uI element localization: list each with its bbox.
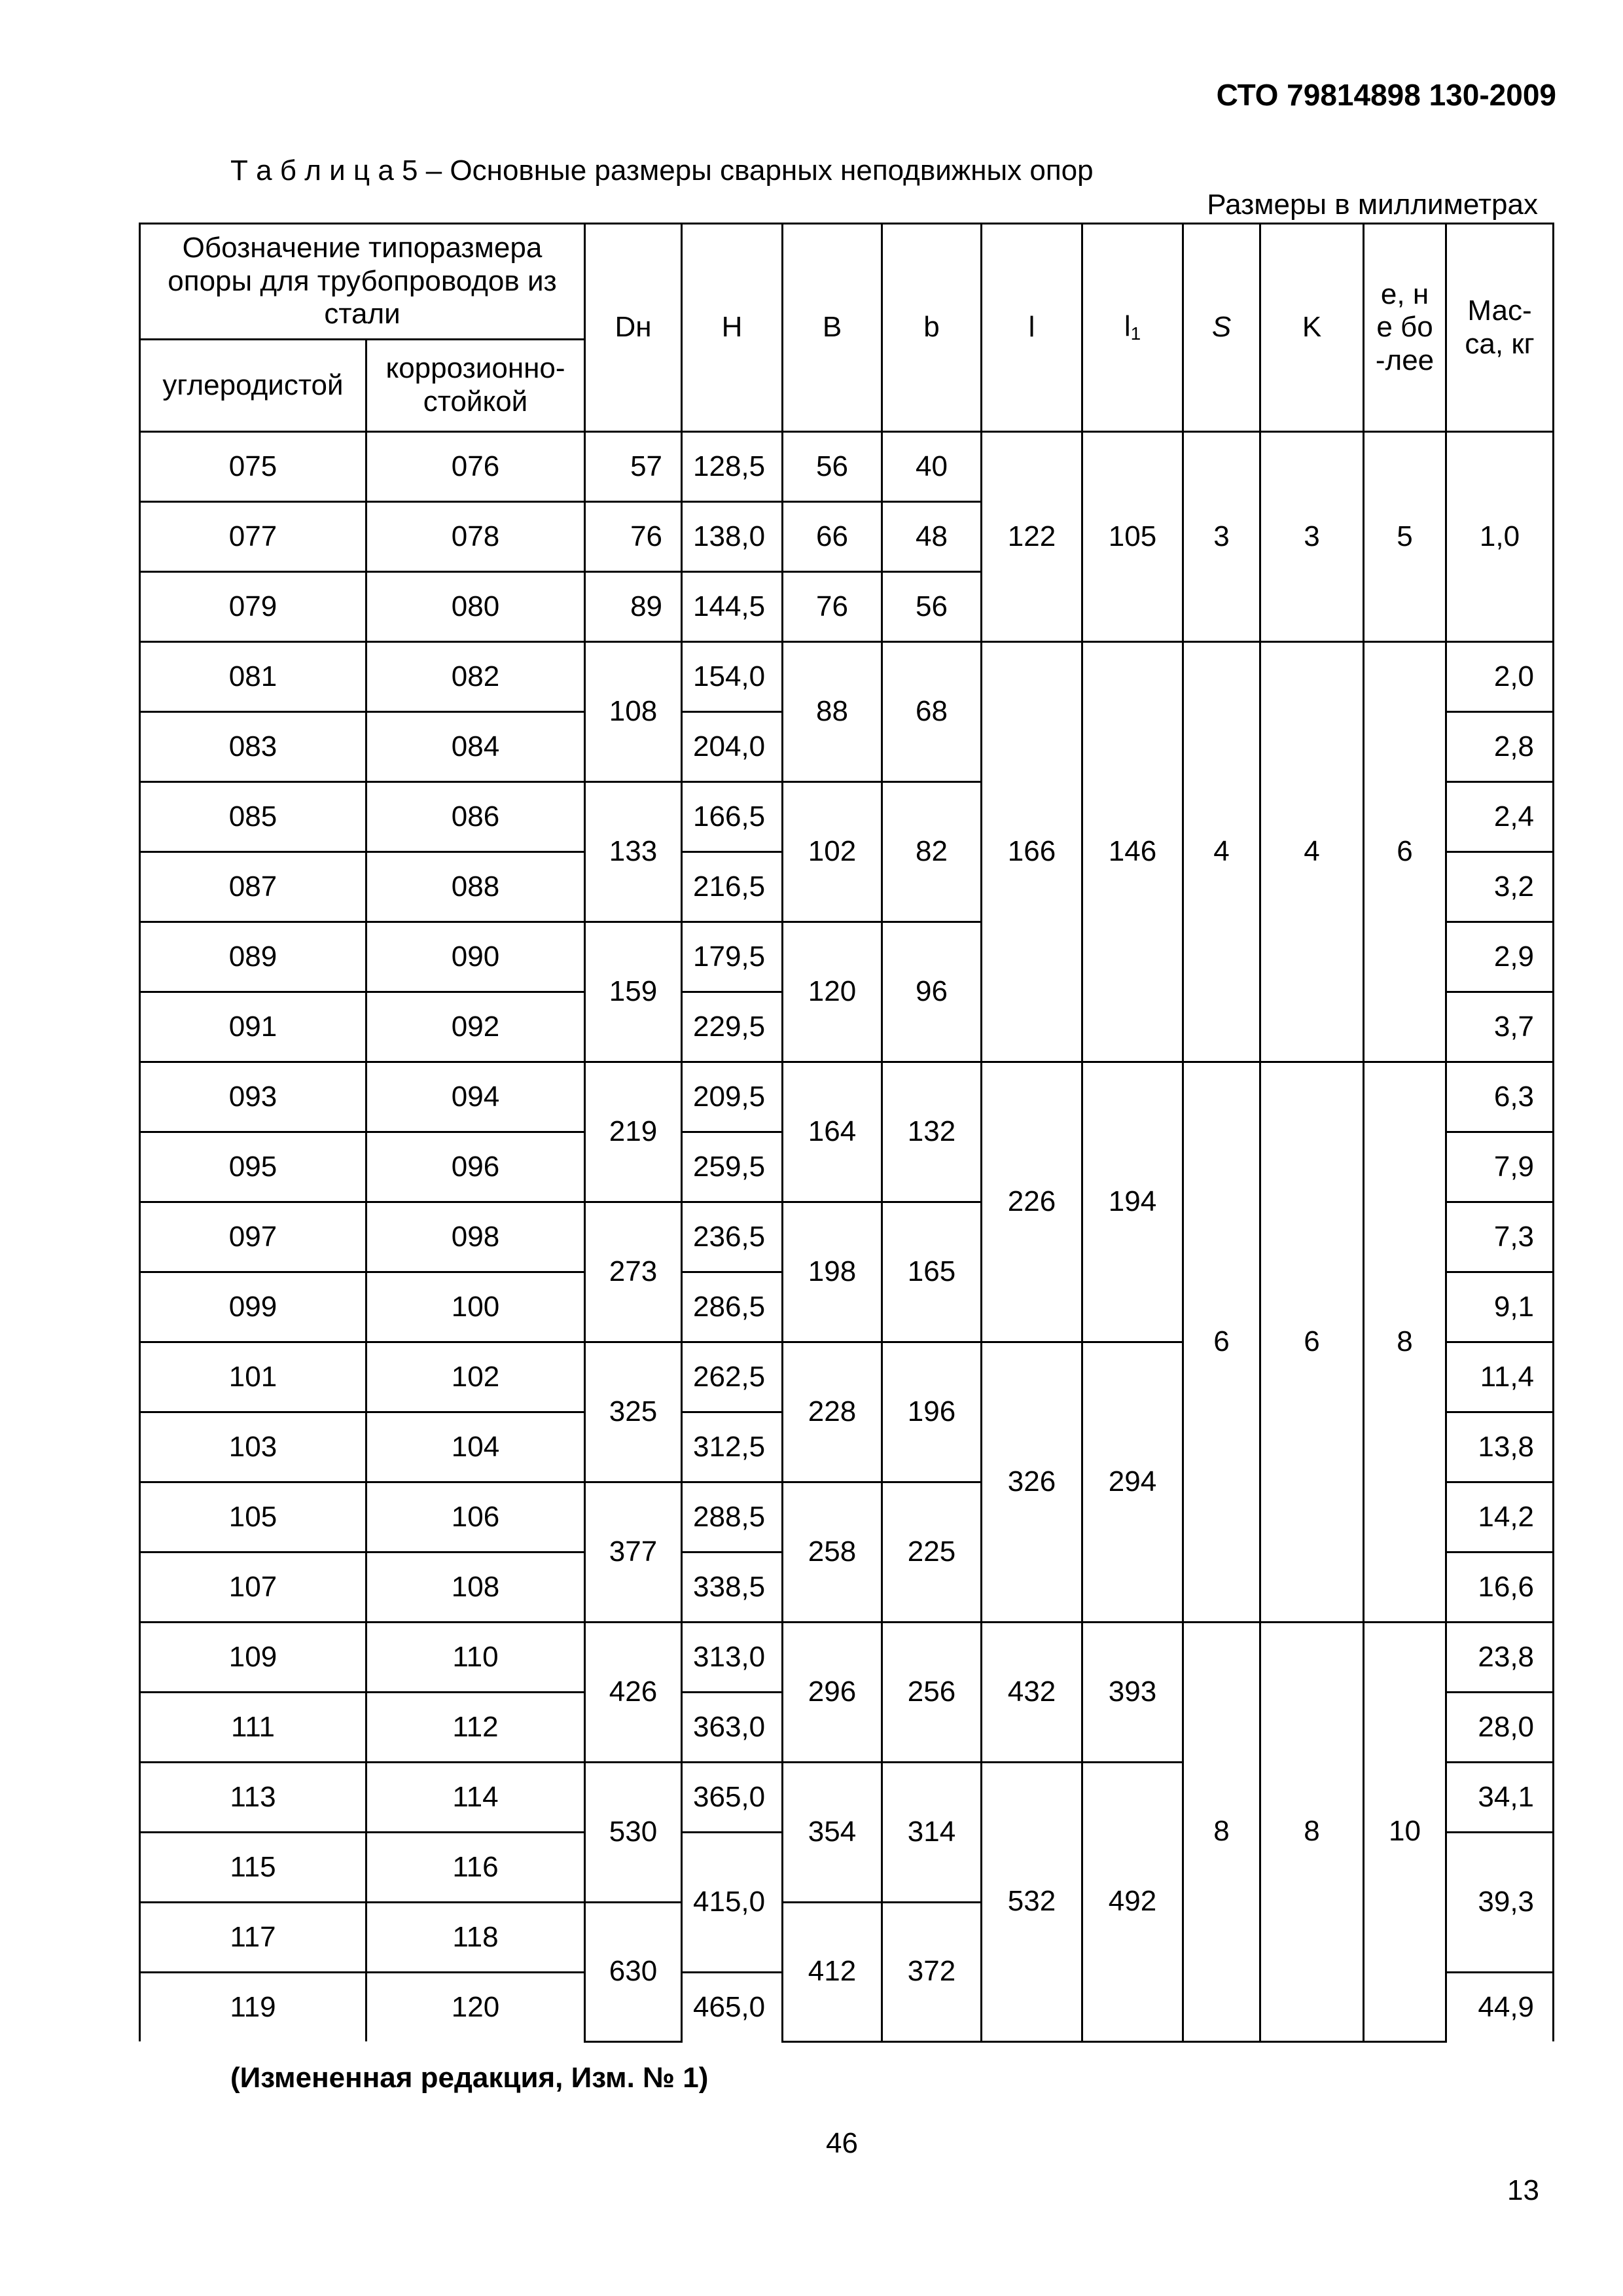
cell-h: 128,5 — [682, 432, 783, 502]
cell-mass: 3,2 — [1446, 852, 1554, 922]
cell-h: 262,5 — [682, 1342, 783, 1412]
cell-h: 144,5 — [682, 572, 783, 642]
cell-l-group: 532 — [982, 1763, 1082, 2042]
cell-mass: 7,3 — [1446, 1202, 1554, 1272]
cell-stainless: 112 — [366, 1693, 585, 1763]
cell-s-group: 8 — [1183, 1623, 1260, 2042]
cell-carbon: 081 — [140, 642, 366, 712]
cell-h: 338,5 — [682, 1552, 783, 1623]
cell-mass: 44,9 — [1446, 1973, 1554, 2042]
cell-mass: 7,9 — [1446, 1132, 1554, 1202]
header-e: е, не бо-лее — [1364, 224, 1446, 432]
cell-stainless: 080 — [366, 572, 585, 642]
cell-carbon: 119 — [140, 1973, 366, 2042]
cell-l-group: 432 — [982, 1623, 1082, 1763]
cell-stainless: 106 — [366, 1482, 585, 1552]
cell-h: 216,5 — [682, 852, 783, 922]
cell-dn: 530 — [585, 1763, 682, 1903]
header-b: b — [882, 224, 982, 432]
cell-l-group: 226 — [982, 1062, 1082, 1342]
cell-carbon: 113 — [140, 1763, 366, 1833]
cell-carbon: 105 — [140, 1482, 366, 1552]
table-row — [140, 642, 1554, 712]
cell-bb: 354 — [783, 1763, 882, 1903]
header-dn: Dн — [585, 224, 682, 432]
cell-h: 286,5 — [682, 1272, 783, 1342]
cell-h: 138,0 — [682, 502, 783, 572]
cell-stainless: 086 — [366, 782, 585, 852]
header-l: l — [982, 224, 1082, 432]
cell-k-group: 3 — [1260, 432, 1364, 642]
cell-h: 365,0 — [682, 1763, 783, 1833]
cell-b: 96 — [882, 922, 982, 1062]
cell-bb: 120 — [783, 922, 882, 1062]
cell-mass: 14,2 — [1446, 1482, 1554, 1552]
cell-carbon: 097 — [140, 1202, 366, 1272]
header-s: S — [1183, 224, 1260, 432]
table-units-note: Размеры в миллиметрах — [1207, 188, 1538, 221]
edit-note: (Измененная редакция, Изм. № 1) — [230, 2062, 709, 2094]
cell-l1-group: 105 — [1082, 432, 1183, 642]
header-designation: Обозначение типоразмера опоры для трубопроводов из стали — [140, 224, 585, 340]
cell-h: 154,0 — [682, 642, 783, 712]
cell-k-group: 6 — [1260, 1062, 1364, 1623]
cell-bb: 228 — [783, 1342, 882, 1482]
cell-stainless: 092 — [366, 992, 585, 1062]
cell-stainless: 110 — [366, 1623, 585, 1693]
header-mass: Мас-са, кг — [1446, 224, 1554, 432]
cell-bb: 258 — [783, 1482, 882, 1623]
cell-mass: 34,1 — [1446, 1763, 1554, 1833]
cell-l1-group: 393 — [1082, 1623, 1183, 1763]
cell-dn: 133 — [585, 782, 682, 922]
cell-carbon: 103 — [140, 1412, 366, 1482]
cell-e-group: 10 — [1364, 1623, 1446, 2042]
cell-mass: 28,0 — [1446, 1693, 1554, 1763]
cell-stainless: 094 — [366, 1062, 585, 1132]
cell-stainless: 102 — [366, 1342, 585, 1412]
cell-l1-group: 492 — [1082, 1763, 1183, 2042]
cell-k-group: 4 — [1260, 642, 1364, 1062]
cell-carbon: 095 — [140, 1132, 366, 1202]
cell-h: 236,5 — [682, 1202, 783, 1272]
cell-stainless: 096 — [366, 1132, 585, 1202]
table-title: Т а б л и ц а 5 – Основные размеры сварных неподвижных опор — [230, 154, 1094, 187]
cell-stainless: 078 — [366, 502, 585, 572]
cell-dn: 76 — [585, 502, 682, 572]
cell-bb: 296 — [783, 1623, 882, 1763]
header-l1 — [1082, 224, 1183, 432]
cell-dn: 377 — [585, 1482, 682, 1623]
cell-mass: 3,7 — [1446, 992, 1554, 1062]
cell-e-group: 5 — [1364, 432, 1446, 642]
cell-carbon: 109 — [140, 1623, 366, 1693]
header-h: H — [682, 224, 783, 432]
cell-bb: 56 — [783, 432, 882, 502]
cell-carbon: 079 — [140, 572, 366, 642]
cell-b: 165 — [882, 1202, 982, 1342]
cell-k-group: 8 — [1260, 1623, 1364, 2042]
cell-l1-group: 294 — [1082, 1342, 1183, 1623]
cell-h: 363,0 — [682, 1693, 783, 1763]
cell-h: 209,5 — [682, 1062, 783, 1132]
cell-mass: 6,3 — [1446, 1062, 1554, 1132]
cell-h: 229,5 — [682, 992, 783, 1062]
cell-carbon: 087 — [140, 852, 366, 922]
cell-e-group: 8 — [1364, 1062, 1446, 1623]
cell-mass: 2,8 — [1446, 712, 1554, 782]
cell-dn: 108 — [585, 642, 682, 782]
cell-b: 256 — [882, 1623, 982, 1763]
cell-stainless: 098 — [366, 1202, 585, 1272]
cell-bb: 102 — [783, 782, 882, 922]
cell-bb: 198 — [783, 1202, 882, 1342]
cell-b: 40 — [882, 432, 982, 502]
cell-bb: 164 — [783, 1062, 882, 1202]
cell-l-group: 326 — [982, 1342, 1082, 1623]
cell-b: 225 — [882, 1482, 982, 1623]
cell-stainless: 082 — [366, 642, 585, 712]
cell-stainless: 088 — [366, 852, 585, 922]
cell-carbon: 117 — [140, 1903, 366, 1973]
cell-s-group: 6 — [1183, 1062, 1260, 1623]
cell-b: 196 — [882, 1342, 982, 1482]
cell-carbon: 085 — [140, 782, 366, 852]
page-number-center: 46 — [826, 2127, 858, 2159]
cell-h: 179,5 — [682, 922, 783, 992]
cell-mass: 13,8 — [1446, 1412, 1554, 1482]
cell-b: 314 — [882, 1763, 982, 1903]
cell-stainless: 090 — [366, 922, 585, 992]
cell-h: 288,5 — [682, 1482, 783, 1552]
table-row — [140, 432, 1554, 502]
cell-stainless: 104 — [366, 1412, 585, 1482]
cell-b: 372 — [882, 1903, 982, 2042]
dimensions-table — [139, 223, 1554, 2043]
table-row — [140, 1062, 1554, 1132]
cell-h-merged: 415,0 — [682, 1833, 783, 1973]
cell-carbon: 089 — [140, 922, 366, 992]
cell-h: 313,0 — [682, 1623, 783, 1693]
cell-carbon: 115 — [140, 1833, 366, 1903]
cell-mass: 9,1 — [1446, 1272, 1554, 1342]
cell-bb: 412 — [783, 1903, 882, 2042]
cell-bb: 88 — [783, 642, 882, 782]
cell-mass: 23,8 — [1446, 1623, 1554, 1693]
document-code: СТО 79814898 130-2009 — [1216, 78, 1556, 112]
cell-carbon: 101 — [140, 1342, 366, 1412]
cell-carbon: 083 — [140, 712, 366, 782]
cell-b: 56 — [882, 572, 982, 642]
cell-s-group: 3 — [1183, 432, 1260, 642]
header-l1-main: l — [1124, 310, 1131, 343]
cell-carbon: 099 — [140, 1272, 366, 1342]
cell-b: 68 — [882, 642, 982, 782]
header-stainless: коррозионно-стойкой — [366, 340, 585, 432]
page-number-right: 13 — [1507, 2174, 1539, 2206]
cell-bb: 76 — [783, 572, 882, 642]
table-row — [140, 1623, 1554, 1693]
cell-dn: 630 — [585, 1903, 682, 2042]
cell-bb: 66 — [783, 502, 882, 572]
header-bb: B — [783, 224, 882, 432]
cell-carbon: 111 — [140, 1693, 366, 1763]
cell-stainless: 084 — [366, 712, 585, 782]
cell-mass-merged: 39,3 — [1446, 1833, 1554, 1973]
cell-dn: 89 — [585, 572, 682, 642]
header-l1-subscript: 1 — [1130, 323, 1141, 344]
cell-b: 82 — [882, 782, 982, 922]
cell-h: 259,5 — [682, 1132, 783, 1202]
cell-stainless: 100 — [366, 1272, 585, 1342]
cell-h: 465,0 — [682, 1973, 783, 2042]
cell-dn: 426 — [585, 1623, 682, 1763]
cell-l-group: 122 — [982, 432, 1082, 642]
cell-stainless: 114 — [366, 1763, 585, 1833]
cell-carbon: 091 — [140, 992, 366, 1062]
cell-e-group: 6 — [1364, 642, 1446, 1062]
cell-l1-group: 194 — [1082, 1062, 1183, 1342]
header-k: K — [1260, 224, 1364, 432]
cell-s-group: 4 — [1183, 642, 1260, 1062]
cell-h: 312,5 — [682, 1412, 783, 1482]
cell-mass: 16,6 — [1446, 1552, 1554, 1623]
cell-b: 132 — [882, 1062, 982, 1202]
cell-mass: 2,4 — [1446, 782, 1554, 852]
cell-stainless: 116 — [366, 1833, 585, 1903]
cell-stainless: 108 — [366, 1552, 585, 1623]
cell-stainless: 076 — [366, 432, 585, 502]
cell-stainless: 120 — [366, 1973, 585, 2042]
cell-dn: 159 — [585, 922, 682, 1062]
cell-mass: 2,0 — [1446, 642, 1554, 712]
cell-carbon: 077 — [140, 502, 366, 572]
cell-b: 48 — [882, 502, 982, 572]
cell-l1-group: 146 — [1082, 642, 1183, 1062]
cell-carbon: 075 — [140, 432, 366, 502]
cell-mass-group: 1,0 — [1446, 432, 1554, 642]
cell-dn: 57 — [585, 432, 682, 502]
cell-l-group: 166 — [982, 642, 1082, 1062]
cell-h: 166,5 — [682, 782, 783, 852]
header-carbon: углеродистой — [140, 340, 366, 432]
cell-dn: 325 — [585, 1342, 682, 1482]
cell-dn: 219 — [585, 1062, 682, 1202]
cell-mass: 11,4 — [1446, 1342, 1554, 1412]
cell-dn: 273 — [585, 1202, 682, 1342]
cell-h: 204,0 — [682, 712, 783, 782]
cell-mass: 2,9 — [1446, 922, 1554, 992]
cell-carbon: 093 — [140, 1062, 366, 1132]
cell-carbon: 107 — [140, 1552, 366, 1623]
cell-stainless: 118 — [366, 1903, 585, 1973]
header-row-1 — [140, 224, 1554, 340]
